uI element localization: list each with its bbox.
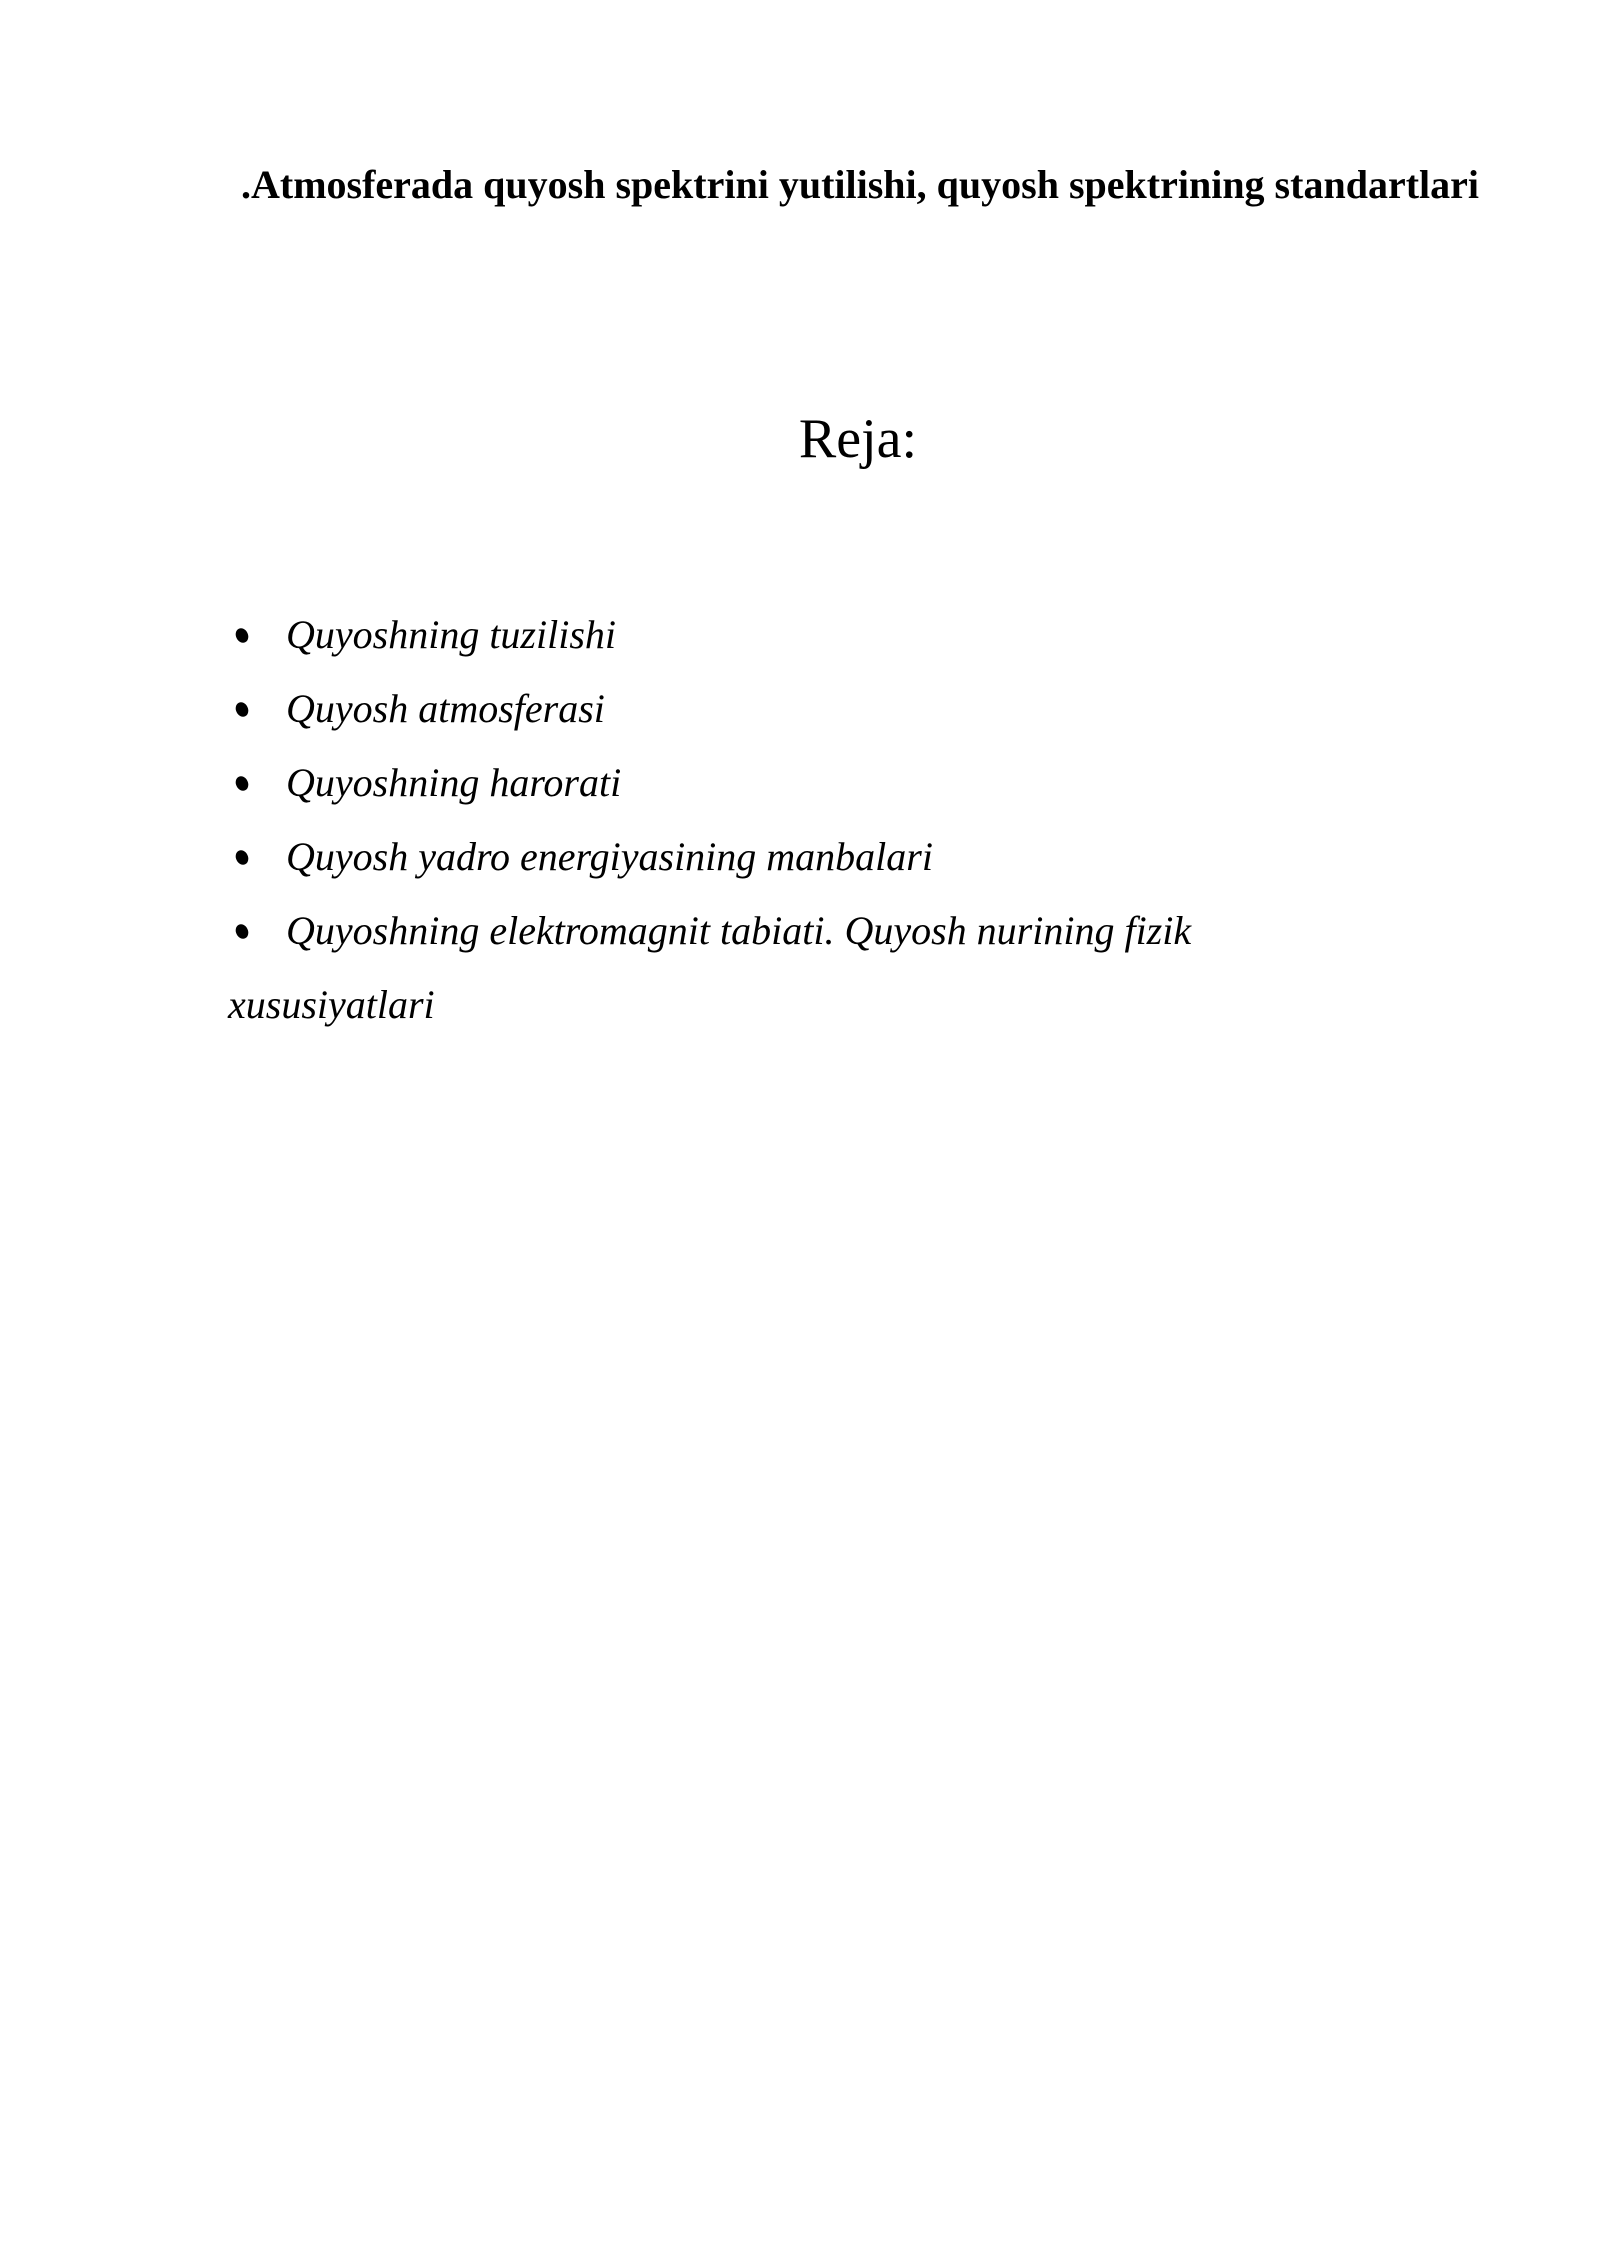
plan-item	[228, 820, 1328, 894]
plan-item-text: Quyoshning tuzilishi	[286, 612, 617, 657]
plan-item-text: Quyoshning harorati	[286, 760, 622, 805]
plan-item	[228, 894, 1328, 1042]
bullet-dot-icon	[233, 848, 250, 867]
bullet-dot-icon	[233, 922, 250, 941]
plan-item	[228, 672, 1328, 746]
plan-item-text: Quyosh atmosferasi	[286, 686, 605, 731]
plan-heading: Reja:	[798, 408, 918, 470]
plan-item	[228, 746, 1328, 820]
bullet-dot-icon	[233, 774, 250, 793]
plan-list	[228, 598, 1328, 1042]
bullet-dot-icon	[233, 700, 250, 719]
document-title: .Atmosferada quyosh spektrini yutilishi, quyosh spektrining standartlari	[240, 162, 1479, 207]
plan-item-text: Quyoshning elektromagnit tabiati. Quyosh nurining fizik xususiyatlari	[228, 908, 1192, 1027]
plan-item	[228, 598, 1328, 672]
plan-item-text: Quyosh yadro energiyasining manbalari	[286, 834, 933, 879]
bullet-dot-icon	[233, 626, 250, 645]
